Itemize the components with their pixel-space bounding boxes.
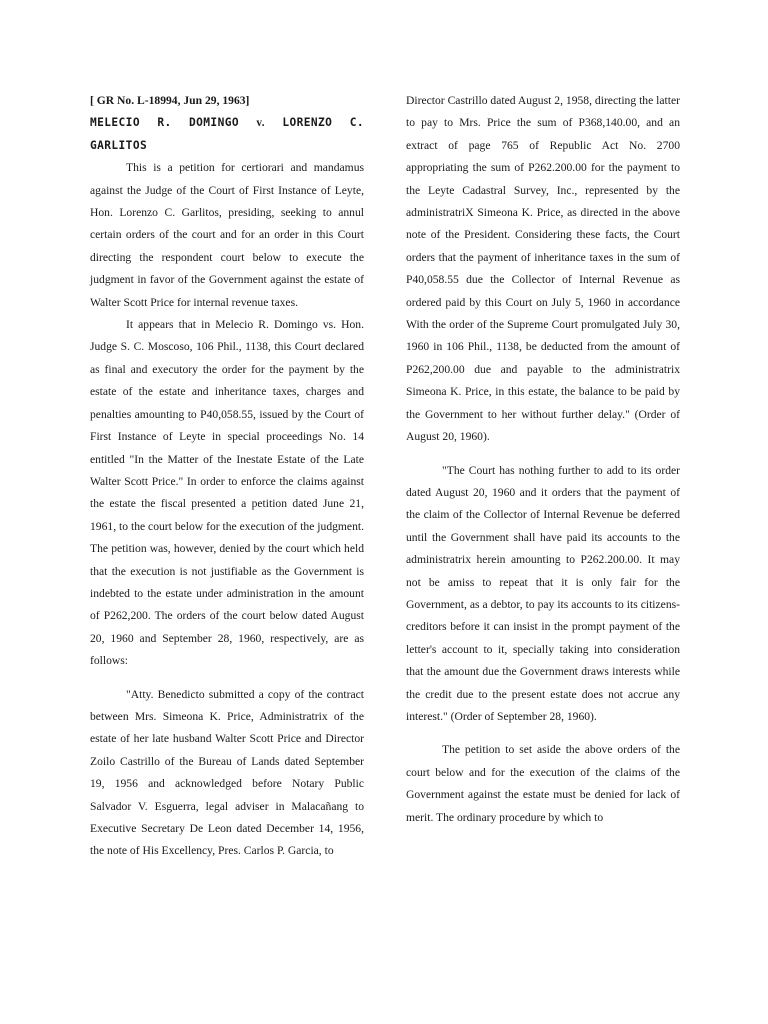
- paragraph-petition-intro: This is a petition for certiorari and mandamus against the Judge of the Court of First Instance of Leyte, Hon. Lorenzo C. Garlitos, presiding, seeking to annul certain orders of the court and for an order in this Court directing the respondent court below to execute the judgment in favor of the Government against the estate of Walter Scott Price for internal revenue taxes.: [90, 161, 364, 309]
- case-parties-petitioner: MELECIO R. DOMINGO: [90, 116, 257, 130]
- right-column: [406, 90, 680, 829]
- case-vs: v.: [256, 117, 265, 130]
- case-parties-respondent: LORENZO C. GARLITOS: [90, 116, 364, 152]
- paragraph-background: It appears that in Melecio R. Domingo vs. Hon. Judge S. C. Moscoso, 106 Phil., 1138, this Court declared as final and executory the order for the payment by the estate of the estate and inheritance taxes, charges and penalties amounting to P40,058.55, issued by the Court of First Instance of Leyte in special proceedings No. 14 entitled "In the Matter of the Inestate Estate of the Late Walter Scott Price." In order to enforce the claims against the estate the fiscal presented a petition dated June 21, 1961, to the court below for the execution of the judgment. The petition was, however, denied by the court which held that the execution is not justifiable as the Government is indebted to the estate under administration in the amount of P262,200. The orders of the court below dated August 20, 1960 and September 28, 1960, respectively, are as follows:: [90, 318, 364, 668]
- left-column: [90, 90, 364, 863]
- paragraph-second-order-quote: "The Court has nothing further to add to its order dated August 20, 1960 and it orders that the payment of the claim of the Collector of Internal Revenue be deferred until the Government shall have paid its accounts to the administratrix herein amounting to P262.200.00. It may not be amiss to repeat that it is only fair for the Government, as a debtor, to pay its accounts to its citizens-creditors before it can insist in the prompt payment of the letter's account to it, specially taking into consideration that the amount due the Government draws interests while the credit due to the present estate does not accrue any interest." (Order of September 28, 1960).: [406, 463, 680, 723]
- paragraph-order-quote-start: "Atty. Benedicto submitted a copy of the contract between Mrs. Simeona K. Price, Administratrix of the estate of her late husband Walter Scott Price and Director Zoilo Castrillo of the Bureau of Lands dated September 19, 1956 and acknowledged before Notary Public Salvador V. Esguerra, legal adviser in Malacañang to Executive Secretary De Leon dated December 14, 1956, the note of His Excellency, Pres. Carlos P. Garcia, to: [90, 687, 364, 858]
- gr-heading: [ GR No. L-18994, Jun 29, 1963]: [90, 94, 250, 107]
- paragraph-order-quote-continued: Director Castrillo dated August 2, 1958, directing the latter to pay to Mrs. Price the sum of P368,140.00, and an extract of page 765 of Republic Act No. 2700 appropriating the sum of P262.200.00 for the payment to the Leyte Cadastral Survey, Inc., represented by the administratriX Simeona K. Price, as directed in the above note of the President. Considering these facts, the Court orders that the payment of inheritance taxes in the sum of P40,058.55 due the Collector of Internal Revenue as ordered paid by this Court on July 5, 1960 in accordance With the order of the Supreme Court promulgated July 30, 1960 in 106 Phil., 1138, be deducted from the amount of P262,200.00 due and payable to the administratrix Simeona K. Price, in this estate, the balance to be paid by the Government to her without further delay." (Order of August 20, 1960).: [406, 94, 680, 444]
- paragraph-ruling: The petition to set aside the above orders of the court below and for the execution of the claims of the Government against the estate must be denied for lack of merit. The ordinary procedure by which to: [406, 743, 680, 824]
- case-title: [90, 112, 364, 157]
